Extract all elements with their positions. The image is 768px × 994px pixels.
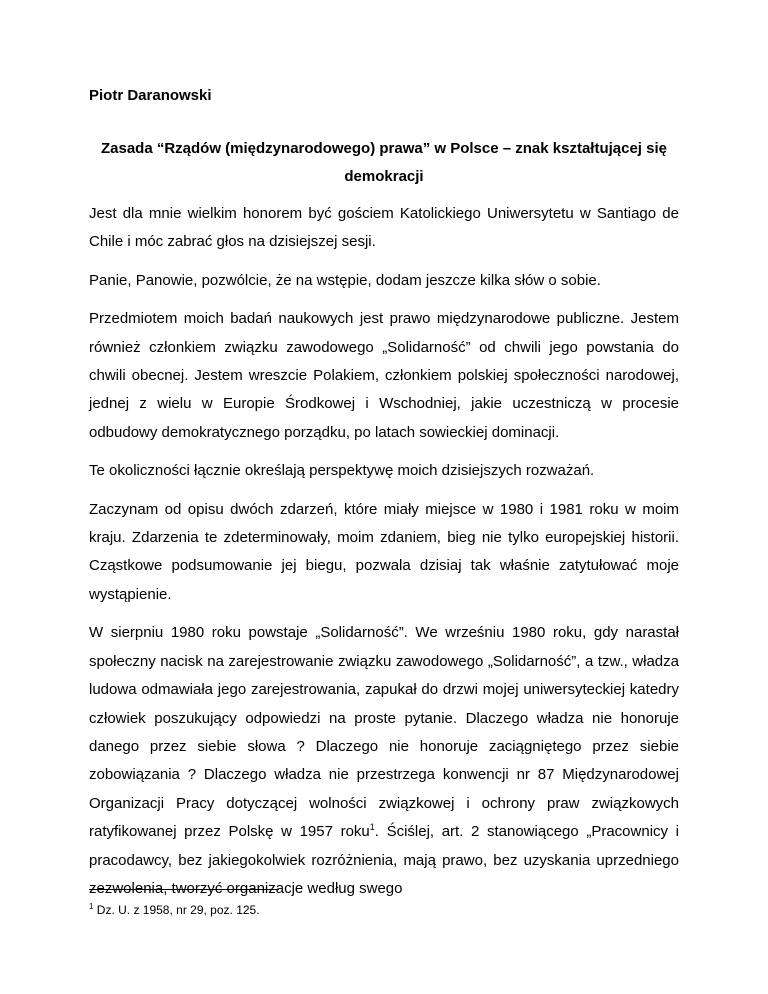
- body-text: [89, 200, 679, 903]
- footnote-separator: [89, 889, 279, 890]
- author-name: Piotr Daranowski: [89, 87, 212, 104]
- paragraph-text-continued: . Ściślej, art. 2 stanowiącego „Pracownicy i pracodawcy, bez jakiegokolwiek rozróżnienia, mają prawo, bez uzyskania uprzedniego zezwolenia, tworzyć organizacje według swego: [89, 823, 679, 897]
- paragraph: Panie, Panowie, pozwólcie, że na wstępie, dodam jeszcze kilka słów o sobie.: [89, 271, 601, 289]
- paragraph: Jest dla mnie wielkim honorem być gościem Katolickiego Uniwersytetu w Santiago de Chile i móc zabrać głos na dzisiejszej sesji.: [89, 205, 679, 251]
- paragraph-text: W sierpniu 1980 roku powstaje „Solidarność”. We wrześniu 1980 roku, gdy narastał społeczny nacisk na zarejestrowanie związku zawodowego „Solidarność”, a tzw., władza ludowa odmawiała jego zarejestrowania, zapukał do drzwi mojej uniwersyteckiej katedry człowiek poszukujący odpowiedzi na proste pytanie. Dlaczego władza nie honoruje danego przez siebie słowa ? Dlaczego nie honoruje zaciągniętego przez siebie zobowiązania ? Dlaczego władza nie przestrzega konwencji nr 87 Międzynarodowej Organizacji Pracy dotyczącej wolności związkowej i ochrony praw związkowych ratyfikowanej przez Polskę w 1957 roku: [89, 624, 679, 841]
- paragraph-with-footnote: [89, 619, 679, 903]
- footnote-marker: 1: [89, 902, 94, 911]
- paragraph: Przedmiotem moich badań naukowych jest prawo międzynarodowe publiczne. Jestem również członkiem związku zawodowego „Solidarność” od chwili jego powstania do chwili obecnej. Jestem wreszcie Polakiem, członkiem polskiej społeczności narodowej, jednej z wielu w Europie Środkowej i Wschodniej, jakie uczestniczą w procesie odbudowy demokratycznego porządku, po latach sowieckiej dominacji.: [89, 310, 679, 441]
- document-title: Zasada “Rządów (międzynarodowego) prawa” w Polsce – znak kształtującej się demokracji: [100, 140, 667, 185]
- footnote: [89, 903, 260, 917]
- paragraph: Te okoliczności łącznie określają perspektywę moich dzisiejszych rozważań.: [89, 462, 595, 480]
- paragraph: Zaczynam od opisu dwóch zdarzeń, które miały miejsce w 1980 i 1981 roku w moim kraju. Zdarzenia te zdeterminowały, moim zdaniem, bieg nie tylko europejskiej historii. Cząstkowe podsumowanie jej biegu, pozwala dzisiaj tak właśnie zatytułować moje wystąpienie.: [89, 500, 679, 603]
- footnote-reference: 1: [369, 822, 375, 833]
- footnote-text: Dz. U. z 1958, nr 29, poz. 125.: [93, 903, 260, 917]
